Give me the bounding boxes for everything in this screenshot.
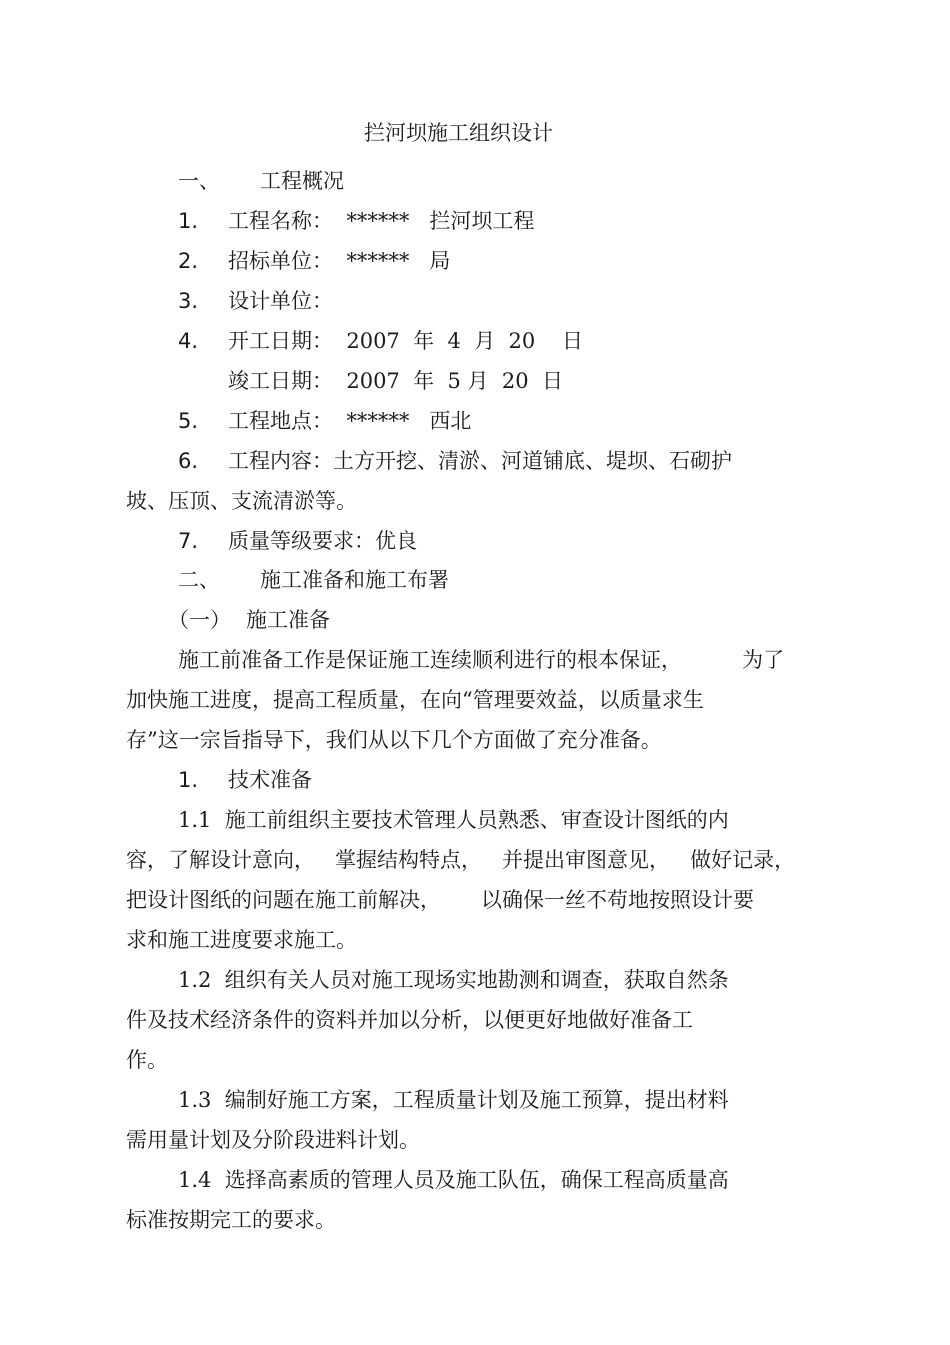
list-item: 质量等级要求：优良 [228,529,417,553]
list-item-number: 6. [178,449,199,473]
paragraph-line: 求和施工进度要求施工。 [126,928,357,952]
list-item-number: 1. [178,209,199,233]
paragraph-line: 件及技术经济条件的资料并加以分析，以便更好地做好准备工 [126,1008,693,1032]
subsection-heading: 施工准备 [246,608,330,632]
list-item-number: 1. [178,768,199,792]
list-item-continuation: 竣工日期： 2007 年 5 月 20 日 [228,369,563,393]
paragraph-line: 1.4 选择高素质的管理人员及施工队伍，确保工程高质量高 [178,1168,729,1192]
list-item-number: 4. [178,329,199,353]
section-heading: 工程概况 [260,169,344,193]
list-item-number: 5. [178,409,199,433]
list-item: 开工日期： 2007 年 4 月 20 日 [228,329,583,353]
list-item-number: 7. [178,529,199,553]
section-heading-number: 二、 [178,568,220,592]
paragraph-line: 加快施工进度，提高工程质量，在向“管理要效益，以质量求生 [126,688,704,712]
list-item: 工程地点： ****** 西北 [228,409,472,433]
document-title: 拦河坝施工组织设计 [364,121,553,145]
section-heading-number: 一、 [178,169,220,193]
paragraph-line: 作。 [126,1048,168,1072]
paragraph-line: 需用量计划及分阶段进料计划。 [126,1128,420,1152]
section-heading: 施工准备和施工布署 [260,568,449,592]
paragraph-line: 标准按期完工的要求。 [126,1208,336,1232]
list-item: 工程名称： ****** 拦河坝工程 [228,209,535,233]
subsection-heading-number: （一） [168,608,231,632]
list-item: 招标单位： ****** 局 [228,249,451,273]
paragraph-line: 把设计图纸的问题在施工前解决， 以确保一丝不苟地按照设计要 [126,888,755,912]
paragraph-line: 存”这一宗旨指导下，我们从以下几个方面做了充分准备。 [126,728,662,752]
list-item-number: 2. [178,249,199,273]
paragraph-line: 容，了解设计意向， 掌握结构特点， 并提出审图意见， 做好记录， [126,848,796,872]
paragraph-line: 1.1 施工前组织主要技术管理人员熟悉、审查设计图纸的内 [178,808,729,832]
paragraph-line: 1.3 编制好施工方案，工程质量计划及施工预算，提出材料 [178,1088,729,1112]
paragraph-line: 1.2 组织有关人员对施工现场实地勘测和调查，获取自然条 [178,968,729,992]
list-item: 工程内容：土方开挖、清淤、河道铺底、堤坝、石砌护 [228,449,732,473]
list-item-continuation: 坡、压顶、支流清淤等。 [126,489,357,513]
list-item-number: 3. [178,289,199,313]
list-item: 技术准备 [228,768,312,792]
paragraph-line: 施工前准备工作是保证施工连续顺利进行的根本保证， 为了 [178,648,785,672]
list-item: 设计单位： [228,289,333,313]
